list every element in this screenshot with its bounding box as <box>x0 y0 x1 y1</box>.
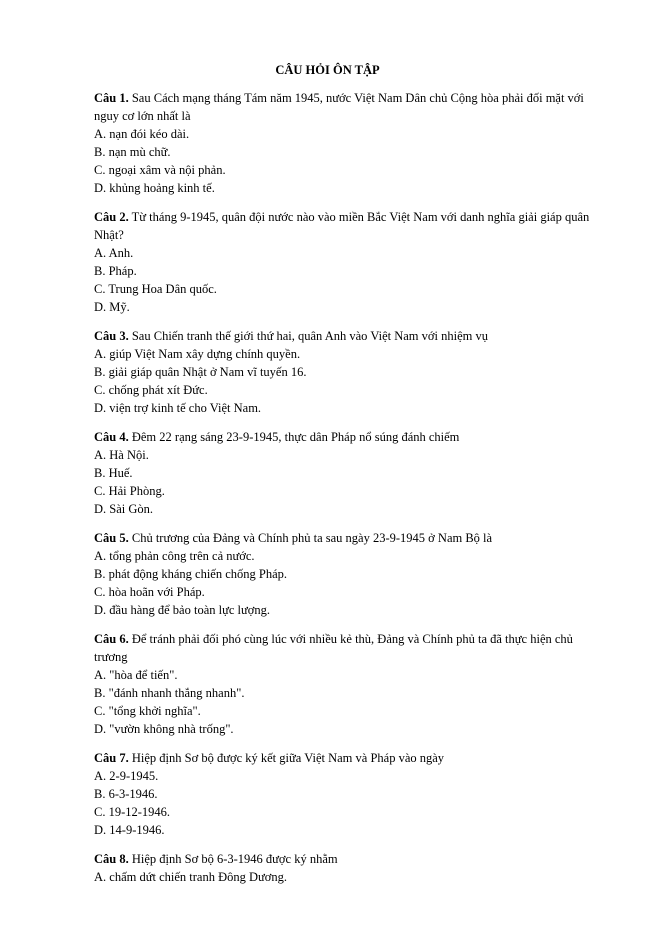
question-number: Câu 8. <box>94 852 129 866</box>
question-stem <box>94 89 594 125</box>
question-list <box>94 89 594 897</box>
question-stem <box>94 327 594 345</box>
question-3 <box>94 327 594 417</box>
answer-option: C. hòa hoãn với Pháp. <box>94 585 205 599</box>
question-text: Sau Chiến tranh thế giới thứ hai, quân Anh vào Việt Nam với nhiệm vụ <box>131 329 488 343</box>
question-1 <box>94 89 594 197</box>
question-2 <box>94 208 594 316</box>
question-number: Câu 7. <box>94 751 129 765</box>
answer-option: B. phát động kháng chiến chống Pháp. <box>94 567 288 581</box>
question-8 <box>94 850 594 886</box>
answer-option: A. tổng phản công trên cả nước. <box>94 549 255 563</box>
question-text: Từ tháng 9-1945, quân đội nước nào vào miền Bắc Việt Nam với danh nghĩa giải giáp quân Nhật? <box>94 210 590 242</box>
answer-option: D. Sài Gòn. <box>94 502 154 516</box>
answer-option: C. 19-12-1946. <box>94 805 171 819</box>
question-stem <box>94 630 594 666</box>
document-title: CÂU HỎI ÔN TẬP <box>275 63 380 77</box>
question-number: Câu 1. <box>94 91 129 105</box>
question-stem <box>94 749 594 767</box>
question-text: Hiệp định Sơ bộ được ký kết giữa Việt Nam và Pháp vào ngày <box>131 751 445 765</box>
question-stem <box>94 208 594 244</box>
question-stem <box>94 529 594 547</box>
answer-option: D. khủng hoảng kinh tế. <box>94 181 215 195</box>
answer-option: A. "hòa để tiến". <box>94 668 178 682</box>
question-4 <box>94 428 594 518</box>
question-number: Câu 3. <box>94 329 129 343</box>
answer-option: D. Mỹ. <box>94 300 130 314</box>
question-text: Sau Cách mạng tháng Tám năm 1945, nước Việt Nam Dân chủ Cộng hòa phải đối mặt với nguy cơ lớn nhất là <box>94 91 584 123</box>
question-stem <box>94 428 594 446</box>
question-text: Hiệp định Sơ bộ 6-3-1946 được ký nhằm <box>131 852 338 866</box>
answer-option: D. đầu hàng để bảo toàn lực lượng. <box>94 603 271 617</box>
question-7 <box>94 749 594 839</box>
answer-option: A. Anh. <box>94 246 134 260</box>
answer-option: A. nạn đói kéo dài. <box>94 127 190 141</box>
answer-option: B. 6-3-1946. <box>94 787 158 801</box>
answer-option: B. Huế. <box>94 466 133 480</box>
answer-option: D. 14-9-1946. <box>94 823 165 837</box>
question-text: Để tránh phải đối phó cùng lúc với nhiều kẻ thù, Đảng và Chính phủ ta đã thực hiện chủ trương <box>94 632 573 664</box>
answer-option: B. giải giáp quân Nhật ở Nam vĩ tuyến 16. <box>94 365 307 379</box>
answer-option: C. Hải Phòng. <box>94 484 165 498</box>
answer-option: D. viện trợ kinh tế cho Việt Nam. <box>94 401 262 415</box>
question-number: Câu 2. <box>94 210 129 224</box>
question-number: Câu 5. <box>94 531 129 545</box>
answer-option: B. nạn mù chữ. <box>94 145 171 159</box>
answer-option: A. chấm dứt chiến tranh Đông Dương. <box>94 870 288 884</box>
answer-option: C. ngoại xâm và nội phản. <box>94 163 226 177</box>
answer-option: C. Trung Hoa Dân quốc. <box>94 282 217 296</box>
answer-option: C. "tổng khởi nghĩa". <box>94 704 201 718</box>
question-stem <box>94 850 594 868</box>
answer-option: B. "đánh nhanh thắng nhanh". <box>94 686 245 700</box>
answer-option: A. 2-9-1945. <box>94 769 159 783</box>
question-5 <box>94 529 594 619</box>
answer-option: D. "vườn không nhà trống". <box>94 722 234 736</box>
question-number: Câu 6. <box>94 632 129 646</box>
question-text: Đêm 22 rạng sáng 23-9-1945, thực dân Pháp nổ súng đánh chiếm <box>131 430 460 444</box>
answer-option: B. Pháp. <box>94 264 137 278</box>
question-6 <box>94 630 594 738</box>
answer-option: C. chống phát xít Đức. <box>94 383 208 397</box>
answer-option: A. Hà Nội. <box>94 448 149 462</box>
question-text: Chủ trương của Đảng và Chính phủ ta sau ngày 23-9-1945 ở Nam Bộ là <box>131 531 493 545</box>
question-number: Câu 4. <box>94 430 129 444</box>
answer-option: A. giúp Việt Nam xây dựng chính quyền. <box>94 347 301 361</box>
